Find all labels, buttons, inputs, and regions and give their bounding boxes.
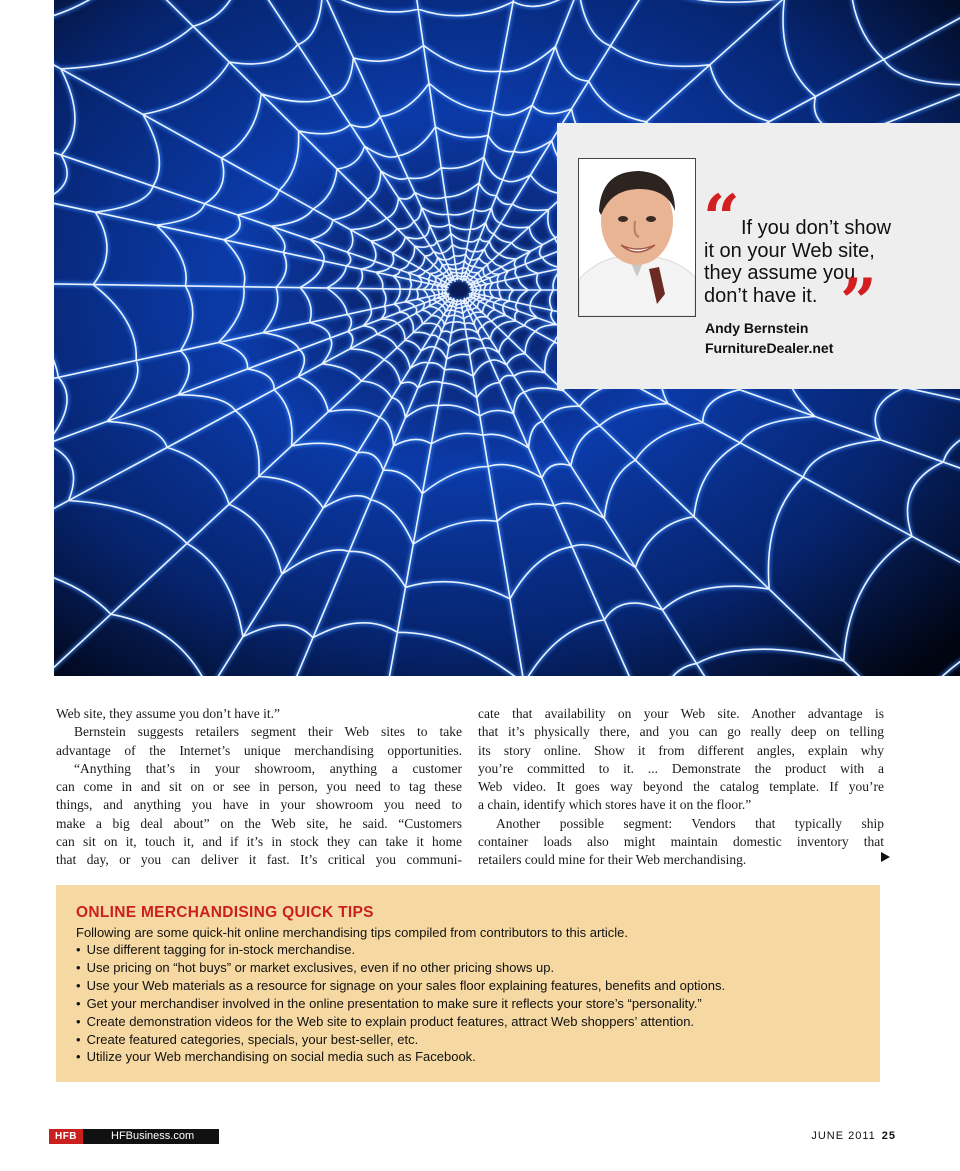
tip-item: • Create featured categories, specials, your best-seller, etc. [76,1031,725,1049]
author-organization: FurnitureDealer.net [705,340,834,356]
article-paragraph [56,723,462,760]
text-line: that day, or you can deliver it fast. It’s critical you communi- [56,852,462,868]
article-column-left [56,705,462,870]
text-line: “Anything that’s in your showroom, anything a customer [74,760,462,776]
text-line: that it’s physically there, and you can go really deep on telling [478,724,884,740]
text-line: make a big deal about” on the Web site, he said. “Customers [56,815,462,831]
article-column-right [478,705,884,870]
tip-item: • Use your Web materials as a resource for signage on your sales floor explaining features, benefits and options. [76,977,725,995]
text-line: cate that availability on your Web site. Another advantage is [478,706,884,721]
page-number: 25 [881,1130,896,1142]
text-line: can sit on it, touch it, and if it’s in stock they can take it home [56,834,462,850]
tip-item: • Create demonstration videos for the Web site to explain product features, attract Web shoppers’ attention. [76,1013,725,1031]
tips-list [76,941,725,1066]
text-line: Web site, they assume you don’t have it.” [56,706,280,721]
text-line: Bernstein suggests retailers segment their Web sites to take [74,724,462,740]
text-line: things, and anything you have in your showroom you need to [56,797,462,813]
text-line: a chain, identify which stores have it on the floor.” [478,797,752,813]
quote-text [704,217,954,307]
author-name: Andy Bernstein [705,320,809,336]
quote-line: don’t have it. [704,284,818,307]
text-line: Another possible segment: Vendors that typically ship [496,815,884,831]
text-line: retailers could mine for their Web merchandising. [478,852,747,868]
quote-line: it on your Web site, [704,239,875,262]
text-line: can come in and sit on or see in person, you need to tag these [56,779,462,795]
tip-item: • Use different tagging for in-stock merchandise. [76,941,725,959]
author-photo [578,158,696,317]
quick-tips-box [56,885,880,1082]
article-paragraph [56,705,462,723]
quote-attribution [705,318,833,358]
pull-quote-box [557,123,960,389]
tip-item: • Utilize your Web merchandising on social media such as Facebook. [76,1048,725,1066]
footer-site-link[interactable]: HFBusiness.com [111,1130,195,1142]
continued-arrow-icon [881,852,890,862]
close-quote-mark: ” [840,265,877,340]
hfb-logo: HFB [49,1129,83,1144]
article-paragraph [478,815,884,870]
quote-line: they assume you [704,262,856,284]
tip-item: • Get your merchandiser involved in the online presentation to make sure it reflects your store’s “personality.” [76,995,725,1013]
article-paragraph [56,760,462,870]
text-line: container loads also might maintain domestic inventory that [478,834,884,850]
page-info [811,1130,896,1142]
tip-item: • Use pricing on “hot buys” or market exclusives, even if no other pricing shows up. [76,959,725,977]
issue-date: JUNE 2011 [811,1130,876,1142]
tips-intro: Following are some quick-hit online merchandising tips compiled from contributors to this article. [76,925,629,940]
article-paragraph [478,705,884,815]
footer-bar [49,1129,219,1144]
text-line: its story online. Show it from different angles, explain why [478,742,884,758]
text-line: advantage of the Internet’s unique merchandising opportunities. [56,742,462,758]
text-line: you’re committed to it. ... Demonstrate the product with a [478,760,884,776]
text-line: Web video. It goes way beyond the catalog template. If you’re [478,779,884,795]
open-quote-mark: “ [703,181,740,256]
headshot-portrait [579,159,695,316]
tips-title: ONLINE MERCHANDISING QUICK TIPS [76,904,374,921]
quote-line: If you don’t show [741,217,892,239]
